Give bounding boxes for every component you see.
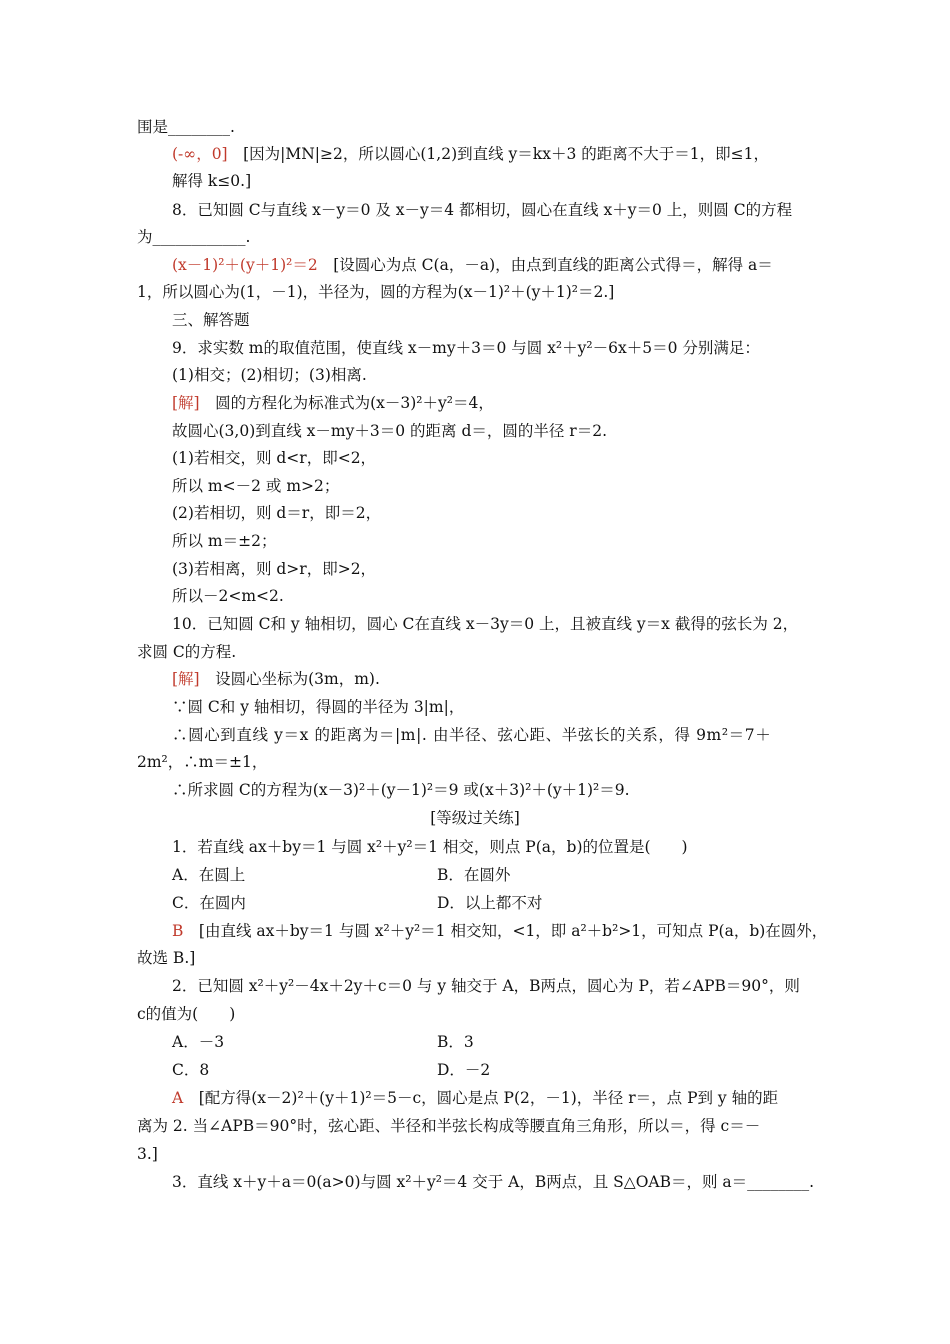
body-text: 三、解答题	[172, 311, 250, 329]
body-text: A．在圆上	[172, 866, 246, 884]
text-line	[137, 1001, 235, 1027]
text-line	[172, 335, 760, 361]
answer-text: B	[172, 922, 184, 940]
text-line	[172, 890, 246, 916]
text-line	[137, 945, 195, 971]
text-line	[172, 777, 630, 803]
body-text: 9．求实数 m的取值范围，使直线 x－my＋3＝0 与圆 x²＋y²－6x＋5＝0 分别满足：	[172, 339, 760, 357]
body-text: ∴所求圆 C的方程为(x－3)²＋(y－1)²＝9 或(x＋3)²＋(y＋1)²＝9.	[172, 781, 630, 799]
text-line	[172, 973, 800, 999]
text-line	[137, 1141, 158, 1167]
body-text: 2．已知圆 x²＋y²－4x＋2y＋c＝0 与 y 轴交于 A，B两点，圆心为 P，若∠APB＝90°，则	[172, 977, 800, 995]
body-text: ∵圆 C和 y 轴相切，得圆的半径为 3|m|，	[172, 698, 465, 716]
body-text: C．8	[172, 1061, 210, 1079]
text-line	[172, 611, 798, 637]
body-text: 故圆心(3,0)到直线 x－my＋3＝0 的距离 d＝，圆的半径 r＝2.	[172, 422, 607, 440]
body-text: D．－2	[437, 1061, 491, 1079]
answer-text: [解]	[172, 394, 200, 412]
body-text: 所以 m＝±2；	[172, 532, 277, 550]
text-line	[437, 890, 542, 916]
text-line	[172, 918, 827, 944]
body-text: 2m²，∴m＝±1，	[137, 753, 268, 771]
text-line	[172, 307, 250, 333]
text-line	[137, 279, 614, 305]
text-line	[172, 500, 381, 526]
body-text: (3)若相离，则 d>r，即>2，	[172, 560, 377, 578]
text-line	[0, 805, 950, 831]
text-line	[172, 1085, 778, 1111]
body-text: ∴圆心到直线 y＝x 的距离为＝|m|. 由半径、弦心距、半弦长的关系，得 9m²＝7＋	[172, 726, 772, 744]
text-line	[172, 252, 773, 278]
text-line	[172, 528, 276, 554]
body-text: 1，所以圆心为(1，－1)，半径为，圆的方程为(x－1)²＋(y＋1)²＝2.]	[137, 283, 615, 301]
text-line	[437, 1029, 474, 1055]
text-line	[172, 1057, 209, 1083]
body-text: A．－3	[172, 1033, 225, 1051]
answer-text: A	[172, 1089, 184, 1107]
text-line	[172, 1029, 224, 1055]
body-text: 围是________.	[137, 118, 235, 136]
text-line	[172, 666, 380, 692]
body-text: 3．直线 x＋y＋a＝0(a>0)与圆 x²＋y²＝4 交于 A，B两点，且 S△OAB＝，则 a＝________.	[172, 1173, 815, 1191]
body-text: C．在圆内	[172, 894, 246, 912]
text-line	[172, 834, 688, 860]
body-text: 10．已知圆 C和 y 轴相切，圆心 C在直线 x－3y＝0 上，且被直线 y＝x 截得的弦长为 2，	[172, 615, 799, 633]
body-text: D．以上都不对	[437, 894, 543, 912]
text-line	[172, 141, 769, 167]
body-text: 为____________.	[137, 228, 251, 246]
body-text: [配方得(x－2)²＋(y＋1)²＝5－c，圆心是点 P(2，－1)，半径 r＝，点 P到 y 轴的距	[183, 1089, 779, 1107]
body-text: c的值为( )	[137, 1005, 236, 1023]
text-line	[137, 224, 250, 250]
text-line	[172, 390, 494, 416]
body-text: 8．已知圆 C与直线 x－y＝0 及 x－y＝4 都相切，圆心在直线 x＋y＝0 上，则圆 C的方程	[172, 201, 793, 219]
text-line	[137, 114, 235, 140]
text-line	[137, 749, 267, 775]
body-text: 离为 2. 当∠APB＝90°时，弦心距、半径和半弦长构成等腰直角三角形，所以＝，得 c＝－	[137, 1117, 761, 1135]
text-line	[172, 583, 284, 609]
text-line	[137, 639, 236, 665]
body-text: [由直线 ax＋by＝1 与圆 x²＋y²＝1 相交知，<1，即 a²＋b²>1，可知点 P(a，b)在圆外，	[183, 922, 828, 940]
body-text: B．3	[437, 1033, 474, 1051]
text-line	[172, 1169, 814, 1195]
body-text: 所以 m<－2 或 m>2；	[172, 477, 340, 495]
text-line	[172, 445, 376, 471]
text-line	[437, 862, 510, 888]
body-text: (1)若相交，则 d<r，即<2，	[172, 449, 377, 467]
body-text: 1．若直线 ax＋by＝1 与圆 x²＋y²＝1 相交，则点 P(a，b)的位置是( )	[172, 838, 688, 856]
body-text: (2)若相切，则 d＝r，即＝2，	[172, 504, 382, 522]
body-text: 3.]	[137, 1145, 158, 1163]
text-line	[172, 694, 464, 720]
text-line	[172, 362, 367, 388]
text-line	[172, 722, 771, 748]
body-text: (1)相交；(2)相切；(3)相离.	[172, 366, 367, 384]
body-text: 圆的方程化为标准式为(x－3)²＋y²＝4，	[199, 394, 494, 412]
answer-text: [解]	[172, 670, 200, 688]
body-text: 求圆 C的方程.	[137, 643, 237, 661]
answer-text: (-∞，0]	[172, 145, 228, 163]
body-text: 故选 B.]	[137, 949, 196, 967]
text-line	[172, 418, 607, 444]
text-line	[172, 473, 339, 499]
text-line	[172, 168, 251, 194]
body-text: B．在圆外	[437, 866, 511, 884]
body-text: 所以－2<m<2.	[172, 587, 284, 605]
body-text: [因为|MN|≥2，所以圆心(1,2)到直线 y＝kx＋3 的距离不大于＝1，即≤1，	[227, 145, 769, 163]
body-text: [等级过关练]	[430, 809, 520, 827]
text-line	[172, 862, 245, 888]
text-line	[437, 1057, 490, 1083]
text-line	[172, 556, 376, 582]
body-text: 设圆心坐标为(3m，m).	[199, 670, 380, 688]
text-line	[137, 1113, 760, 1139]
body-text: [设圆心为点 C(a，－a)，由点到直线的距离公式得＝，解得 a＝	[317, 256, 773, 274]
body-text: 解得 k≤0.]	[172, 172, 252, 190]
text-line	[172, 197, 792, 223]
answer-text: (x－1)²＋(y＋1)²＝2	[172, 256, 318, 274]
